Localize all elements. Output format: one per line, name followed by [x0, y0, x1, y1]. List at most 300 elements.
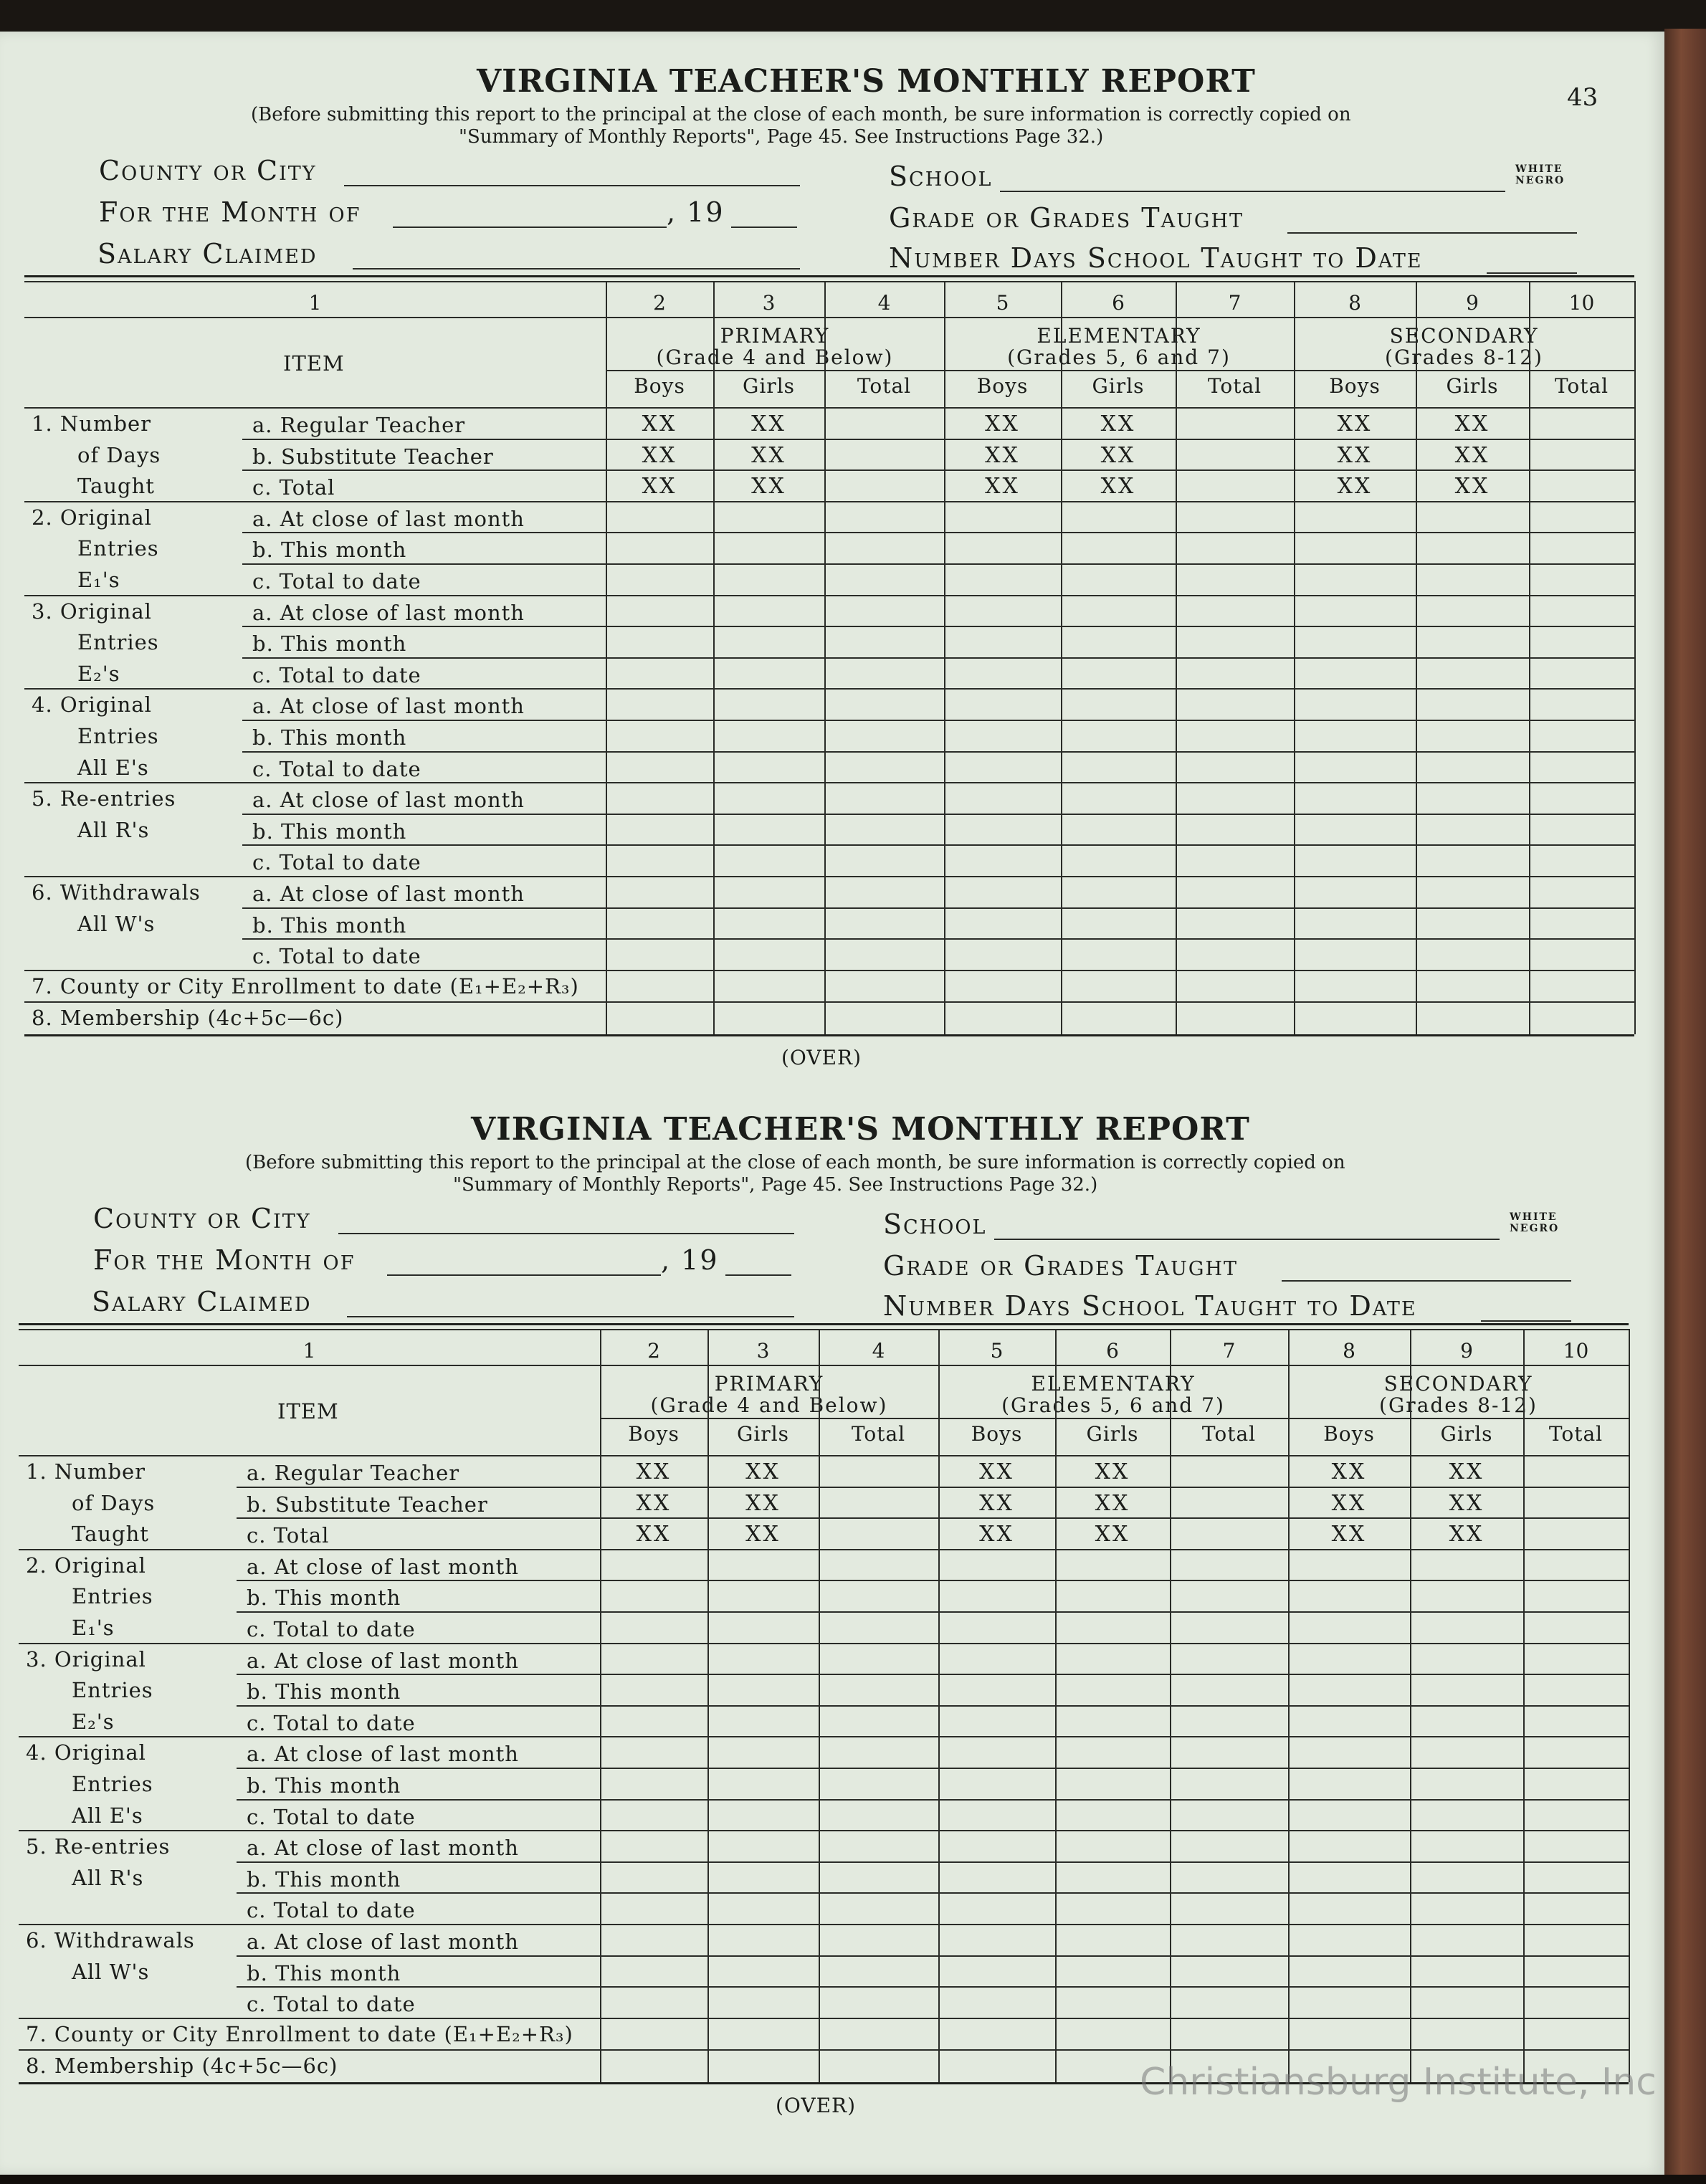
data-cell[interactable] — [827, 629, 941, 654]
data-cell[interactable] — [1173, 1770, 1285, 1796]
data-cell[interactable] — [603, 2021, 705, 2046]
data-cell[interactable] — [1297, 691, 1413, 717]
data-cell[interactable] — [947, 941, 1058, 967]
grades-taught-field[interactable] — [1282, 1280, 1571, 1282]
data-cell[interactable] — [1419, 973, 1526, 998]
data-cell[interactable] — [1419, 879, 1526, 905]
data-cell[interactable] — [1532, 816, 1631, 842]
data-cell[interactable] — [1291, 1646, 1407, 1672]
data-cell[interactable] — [1064, 598, 1173, 624]
data-cell[interactable] — [1173, 1864, 1285, 1890]
data-cell[interactable] — [827, 723, 941, 748]
data-cell[interactable] — [1178, 535, 1291, 561]
data-cell[interactable] — [941, 1583, 1052, 1608]
data-cell[interactable] — [827, 910, 941, 936]
data-cell[interactable] — [941, 1708, 1052, 1734]
data-cell[interactable] — [1532, 691, 1631, 717]
data-cell[interactable] — [716, 598, 821, 624]
data-cell[interactable] — [609, 660, 710, 686]
data-cell[interactable] — [1178, 879, 1291, 905]
data-cell[interactable] — [609, 598, 710, 624]
data-cell[interactable] — [827, 879, 941, 905]
data-cell[interactable] — [1178, 941, 1291, 967]
data-cell[interactable] — [1532, 973, 1631, 998]
data-cell[interactable] — [716, 566, 821, 592]
data-cell[interactable] — [1173, 1708, 1285, 1734]
data-cell[interactable] — [821, 1989, 935, 2015]
data-cell[interactable] — [716, 973, 821, 998]
data-cell[interactable] — [1178, 723, 1291, 748]
data-cell[interactable] — [716, 941, 821, 967]
data-cell[interactable] — [1064, 660, 1173, 686]
data-cell[interactable] — [716, 535, 821, 561]
data-cell[interactable] — [1526, 1895, 1626, 1921]
data-cell[interactable] — [821, 2052, 935, 2078]
data-cell[interactable] — [603, 1864, 705, 1890]
data-cell[interactable] — [1058, 1708, 1167, 1734]
data-cell[interactable] — [1064, 941, 1173, 967]
data-cell[interactable] — [609, 785, 710, 811]
data-cell[interactable] — [1526, 1927, 1626, 1952]
data-cell[interactable] — [1419, 691, 1526, 717]
data-cell[interactable] — [947, 847, 1058, 873]
data-cell[interactable] — [1526, 1989, 1626, 2015]
data-cell[interactable] — [710, 1989, 816, 2015]
data-cell[interactable] — [1064, 973, 1173, 998]
data-cell[interactable] — [609, 691, 710, 717]
data-cell[interactable] — [1526, 2021, 1626, 2046]
data-cell[interactable] — [821, 1458, 935, 1484]
data-cell[interactable] — [1532, 442, 1631, 467]
data-cell[interactable] — [947, 598, 1058, 624]
days-taught-field[interactable] — [1487, 272, 1577, 274]
data-cell[interactable] — [1297, 816, 1413, 842]
days-taught-field[interactable] — [1481, 1320, 1571, 1322]
data-cell[interactable] — [821, 1739, 935, 1765]
data-cell[interactable] — [1532, 472, 1631, 498]
county-or-city-field[interactable] — [338, 1233, 794, 1234]
data-cell[interactable] — [1297, 1004, 1413, 1030]
data-cell[interactable] — [1532, 910, 1631, 936]
data-cell[interactable] — [710, 1708, 816, 1734]
data-cell[interactable] — [609, 816, 710, 842]
data-cell[interactable] — [1173, 1614, 1285, 1640]
data-cell[interactable] — [716, 504, 821, 530]
data-cell[interactable] — [716, 660, 821, 686]
data-cell[interactable] — [716, 910, 821, 936]
data-cell[interactable] — [1526, 1583, 1626, 1608]
data-cell[interactable] — [1173, 1552, 1285, 1578]
data-cell[interactable] — [1413, 1895, 1520, 1921]
data-cell[interactable] — [1419, 598, 1526, 624]
data-cell[interactable] — [603, 1770, 705, 1796]
data-cell[interactable] — [947, 723, 1058, 748]
data-cell[interactable] — [1178, 410, 1291, 436]
data-cell[interactable] — [821, 1489, 935, 1515]
data-cell[interactable] — [827, 847, 941, 873]
month-field[interactable] — [387, 1274, 661, 1276]
data-cell[interactable] — [1173, 1677, 1285, 1702]
data-cell[interactable] — [609, 629, 710, 654]
data-cell[interactable] — [827, 598, 941, 624]
data-cell[interactable] — [1532, 535, 1631, 561]
data-cell[interactable] — [710, 1583, 816, 1608]
data-cell[interactable] — [710, 1552, 816, 1578]
data-cell[interactable] — [1178, 847, 1291, 873]
data-cell[interactable] — [1526, 1614, 1626, 1640]
data-cell[interactable] — [1532, 879, 1631, 905]
data-cell[interactable] — [1297, 973, 1413, 998]
data-cell[interactable] — [821, 1677, 935, 1702]
data-cell[interactable] — [710, 1895, 816, 1921]
data-cell[interactable] — [1064, 910, 1173, 936]
data-cell[interactable] — [947, 1004, 1058, 1030]
data-cell[interactable] — [827, 691, 941, 717]
data-cell[interactable] — [1178, 442, 1291, 467]
data-cell[interactable] — [941, 1614, 1052, 1640]
data-cell[interactable] — [941, 1739, 1052, 1765]
data-cell[interactable] — [941, 2021, 1052, 2046]
data-cell[interactable] — [827, 410, 941, 436]
data-cell[interactable] — [1526, 1739, 1626, 1765]
data-cell[interactable] — [1178, 691, 1291, 717]
data-cell[interactable] — [821, 1802, 935, 1828]
data-cell[interactable] — [716, 1004, 821, 1030]
data-cell[interactable] — [1413, 1552, 1520, 1578]
data-cell[interactable] — [1297, 504, 1413, 530]
data-cell[interactable] — [947, 879, 1058, 905]
data-cell[interactable] — [1058, 1770, 1167, 1796]
data-cell[interactable] — [710, 1802, 816, 1828]
data-cell[interactable] — [821, 1833, 935, 1859]
data-cell[interactable] — [947, 816, 1058, 842]
data-cell[interactable] — [941, 1677, 1052, 1702]
data-cell[interactable] — [710, 1739, 816, 1765]
data-cell[interactable] — [1178, 660, 1291, 686]
data-cell[interactable] — [1178, 598, 1291, 624]
salary-claimed-field[interactable] — [347, 1316, 794, 1317]
data-cell[interactable] — [1419, 785, 1526, 811]
data-cell[interactable] — [1064, 816, 1173, 842]
data-cell[interactable] — [1526, 1708, 1626, 1734]
data-cell[interactable] — [1532, 660, 1631, 686]
county-or-city-field[interactable] — [344, 185, 800, 186]
data-cell[interactable] — [1173, 1646, 1285, 1672]
data-cell[interactable] — [710, 1833, 816, 1859]
year-field[interactable] — [725, 1274, 791, 1276]
data-cell[interactable] — [1058, 1958, 1167, 1984]
data-cell[interactable] — [1297, 785, 1413, 811]
data-cell[interactable] — [603, 1739, 705, 1765]
data-cell[interactable] — [603, 1677, 705, 1702]
data-cell[interactable] — [609, 847, 710, 873]
data-cell[interactable] — [941, 1552, 1052, 1578]
data-cell[interactable] — [1058, 1864, 1167, 1890]
data-cell[interactable] — [1178, 1004, 1291, 1030]
data-cell[interactable] — [1413, 2021, 1520, 2046]
data-cell[interactable] — [603, 2052, 705, 2078]
data-cell[interactable] — [1173, 1958, 1285, 1984]
data-cell[interactable] — [1291, 1802, 1407, 1828]
data-cell[interactable] — [1297, 629, 1413, 654]
data-cell[interactable] — [1173, 1583, 1285, 1608]
data-cell[interactable] — [1413, 1614, 1520, 1640]
data-cell[interactable] — [1173, 1895, 1285, 1921]
data-cell[interactable] — [821, 1927, 935, 1952]
data-cell[interactable] — [1297, 879, 1413, 905]
data-cell[interactable] — [827, 785, 941, 811]
data-cell[interactable] — [710, 2021, 816, 2046]
data-cell[interactable] — [947, 566, 1058, 592]
data-cell[interactable] — [1291, 1989, 1407, 2015]
data-cell[interactable] — [609, 1004, 710, 1030]
data-cell[interactable] — [941, 1864, 1052, 1890]
year-field[interactable] — [731, 226, 797, 228]
data-cell[interactable] — [1064, 847, 1173, 873]
data-cell[interactable] — [1291, 1958, 1407, 1984]
data-cell[interactable] — [1532, 754, 1631, 780]
data-cell[interactable] — [1173, 1802, 1285, 1828]
data-cell[interactable] — [821, 1520, 935, 1546]
data-cell[interactable] — [1413, 1583, 1520, 1608]
data-cell[interactable] — [941, 1833, 1052, 1859]
data-cell[interactable] — [1413, 1833, 1520, 1859]
data-cell[interactable] — [716, 723, 821, 748]
data-cell[interactable] — [1064, 879, 1173, 905]
data-cell[interactable] — [1297, 660, 1413, 686]
data-cell[interactable] — [941, 1989, 1052, 2015]
data-cell[interactable] — [710, 1927, 816, 1952]
data-cell[interactable] — [1419, 535, 1526, 561]
data-cell[interactable] — [1058, 1646, 1167, 1672]
data-cell[interactable] — [716, 847, 821, 873]
data-cell[interactable] — [603, 1802, 705, 1828]
data-cell[interactable] — [603, 1552, 705, 1578]
data-cell[interactable] — [1064, 723, 1173, 748]
data-cell[interactable] — [1419, 754, 1526, 780]
data-cell[interactable] — [1173, 1458, 1285, 1484]
school-field[interactable] — [1000, 191, 1505, 192]
data-cell[interactable] — [1291, 1677, 1407, 1702]
data-cell[interactable] — [1291, 1833, 1407, 1859]
data-cell[interactable] — [1173, 1833, 1285, 1859]
data-cell[interactable] — [1064, 754, 1173, 780]
data-cell[interactable] — [1419, 910, 1526, 936]
data-cell[interactable] — [941, 2052, 1052, 2078]
data-cell[interactable] — [947, 504, 1058, 530]
data-cell[interactable] — [947, 660, 1058, 686]
data-cell[interactable] — [941, 1802, 1052, 1828]
data-cell[interactable] — [1419, 816, 1526, 842]
data-cell[interactable] — [827, 504, 941, 530]
data-cell[interactable] — [1419, 504, 1526, 530]
data-cell[interactable] — [1413, 1739, 1520, 1765]
data-cell[interactable] — [821, 1864, 935, 1890]
data-cell[interactable] — [716, 785, 821, 811]
data-cell[interactable] — [1419, 941, 1526, 967]
data-cell[interactable] — [1291, 1708, 1407, 1734]
data-cell[interactable] — [603, 1989, 705, 2015]
school-field[interactable] — [994, 1239, 1500, 1240]
data-cell[interactable] — [603, 1708, 705, 1734]
data-cell[interactable] — [609, 910, 710, 936]
data-cell[interactable] — [1532, 566, 1631, 592]
month-field[interactable] — [393, 226, 667, 228]
data-cell[interactable] — [1058, 1802, 1167, 1828]
data-cell[interactable] — [827, 566, 941, 592]
data-cell[interactable] — [716, 754, 821, 780]
data-cell[interactable] — [1526, 1489, 1626, 1515]
data-cell[interactable] — [941, 1895, 1052, 1921]
data-cell[interactable] — [827, 535, 941, 561]
grades-taught-field[interactable] — [1287, 232, 1577, 234]
data-cell[interactable] — [1297, 847, 1413, 873]
data-cell[interactable] — [1526, 1458, 1626, 1484]
data-cell[interactable] — [1173, 1989, 1285, 2015]
data-cell[interactable] — [1178, 973, 1291, 998]
data-cell[interactable] — [1526, 1552, 1626, 1578]
data-cell[interactable] — [821, 1708, 935, 1734]
data-cell[interactable] — [1297, 910, 1413, 936]
data-cell[interactable] — [1532, 847, 1631, 873]
data-cell[interactable] — [603, 1927, 705, 1952]
data-cell[interactable] — [1413, 1927, 1520, 1952]
data-cell[interactable] — [1291, 1770, 1407, 1796]
data-cell[interactable] — [710, 1770, 816, 1796]
data-cell[interactable] — [947, 754, 1058, 780]
data-cell[interactable] — [1413, 1989, 1520, 2015]
data-cell[interactable] — [710, 1614, 816, 1640]
data-cell[interactable] — [1058, 1677, 1167, 1702]
data-cell[interactable] — [1291, 1583, 1407, 1608]
data-cell[interactable] — [827, 660, 941, 686]
data-cell[interactable] — [827, 442, 941, 467]
data-cell[interactable] — [947, 535, 1058, 561]
data-cell[interactable] — [609, 535, 710, 561]
data-cell[interactable] — [1297, 566, 1413, 592]
data-cell[interactable] — [1291, 1614, 1407, 1640]
data-cell[interactable] — [1178, 629, 1291, 654]
data-cell[interactable] — [1526, 1646, 1626, 1672]
data-cell[interactable] — [1526, 1833, 1626, 1859]
data-cell[interactable] — [603, 1895, 705, 1921]
data-cell[interactable] — [941, 1958, 1052, 1984]
data-cell[interactable] — [1297, 754, 1413, 780]
data-cell[interactable] — [1291, 2021, 1407, 2046]
data-cell[interactable] — [1291, 1739, 1407, 1765]
data-cell[interactable] — [710, 1864, 816, 1890]
data-cell[interactable] — [710, 1677, 816, 1702]
data-cell[interactable] — [1058, 1833, 1167, 1859]
data-cell[interactable] — [1532, 410, 1631, 436]
data-cell[interactable] — [609, 754, 710, 780]
data-cell[interactable] — [1413, 1770, 1520, 1796]
data-cell[interactable] — [947, 629, 1058, 654]
data-cell[interactable] — [1291, 1895, 1407, 1921]
data-cell[interactable] — [1413, 1646, 1520, 1672]
data-cell[interactable] — [821, 1770, 935, 1796]
data-cell[interactable] — [1178, 910, 1291, 936]
data-cell[interactable] — [1532, 785, 1631, 811]
data-cell[interactable] — [941, 1646, 1052, 1672]
data-cell[interactable] — [1413, 1864, 1520, 1890]
data-cell[interactable] — [1064, 566, 1173, 592]
data-cell[interactable] — [603, 1583, 705, 1608]
data-cell[interactable] — [821, 1583, 935, 1608]
data-cell[interactable] — [716, 691, 821, 717]
data-cell[interactable] — [1419, 660, 1526, 686]
data-cell[interactable] — [1419, 1004, 1526, 1030]
data-cell[interactable] — [1297, 535, 1413, 561]
data-cell[interactable] — [1532, 629, 1631, 654]
data-cell[interactable] — [1413, 1802, 1520, 1828]
data-cell[interactable] — [1064, 785, 1173, 811]
data-cell[interactable] — [603, 1958, 705, 1984]
data-cell[interactable] — [821, 1895, 935, 1921]
data-cell[interactable] — [1178, 472, 1291, 498]
data-cell[interactable] — [1297, 598, 1413, 624]
data-cell[interactable] — [1064, 691, 1173, 717]
data-cell[interactable] — [716, 629, 821, 654]
data-cell[interactable] — [1064, 504, 1173, 530]
data-cell[interactable] — [1064, 1004, 1173, 1030]
data-cell[interactable] — [1058, 1614, 1167, 1640]
data-cell[interactable] — [827, 816, 941, 842]
data-cell[interactable] — [1532, 941, 1631, 967]
data-cell[interactable] — [609, 941, 710, 967]
salary-claimed-field[interactable] — [353, 268, 800, 270]
data-cell[interactable] — [1297, 723, 1413, 748]
data-cell[interactable] — [1291, 1927, 1407, 1952]
data-cell[interactable] — [1291, 1552, 1407, 1578]
data-cell[interactable] — [821, 1552, 935, 1578]
data-cell[interactable] — [609, 723, 710, 748]
data-cell[interactable] — [1173, 2021, 1285, 2046]
data-cell[interactable] — [1173, 1489, 1285, 1515]
data-cell[interactable] — [1178, 566, 1291, 592]
data-cell[interactable] — [1419, 847, 1526, 873]
data-cell[interactable] — [1178, 785, 1291, 811]
data-cell[interactable] — [941, 1927, 1052, 1952]
data-cell[interactable] — [1058, 1552, 1167, 1578]
data-cell[interactable] — [1526, 1770, 1626, 1796]
data-cell[interactable] — [947, 973, 1058, 998]
data-cell[interactable] — [710, 1646, 816, 1672]
data-cell[interactable] — [821, 2021, 935, 2046]
data-cell[interactable] — [1178, 816, 1291, 842]
data-cell[interactable] — [827, 941, 941, 967]
data-cell[interactable] — [1532, 598, 1631, 624]
data-cell[interactable] — [1058, 1895, 1167, 1921]
data-cell[interactable] — [1291, 1864, 1407, 1890]
data-cell[interactable] — [1413, 1708, 1520, 1734]
data-cell[interactable] — [1178, 504, 1291, 530]
data-cell[interactable] — [821, 1958, 935, 1984]
data-cell[interactable] — [1526, 1802, 1626, 1828]
data-cell[interactable] — [603, 1614, 705, 1640]
data-cell[interactable] — [827, 754, 941, 780]
data-cell[interactable] — [603, 1646, 705, 1672]
data-cell[interactable] — [603, 1833, 705, 1859]
data-cell[interactable] — [716, 816, 821, 842]
data-cell[interactable] — [1058, 1989, 1167, 2015]
data-cell[interactable] — [947, 691, 1058, 717]
data-cell[interactable] — [1173, 1927, 1285, 1952]
data-cell[interactable] — [1532, 1004, 1631, 1030]
data-cell[interactable] — [827, 472, 941, 498]
data-cell[interactable] — [947, 785, 1058, 811]
data-cell[interactable] — [1058, 1927, 1167, 1952]
